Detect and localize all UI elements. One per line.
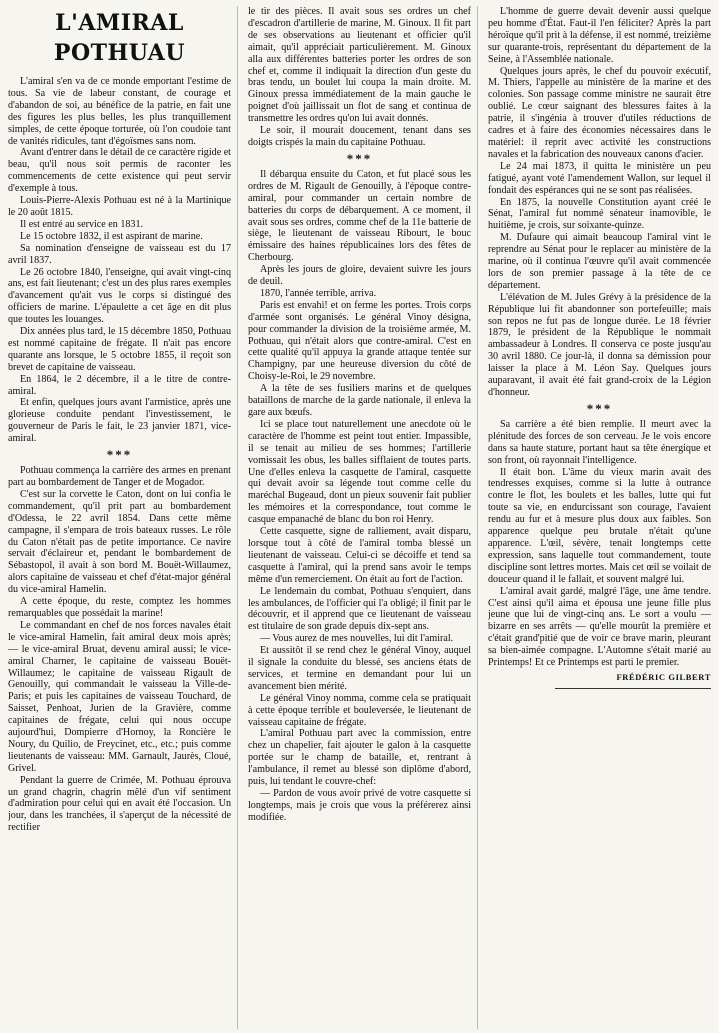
paragraph: Avant d'entrer dans le détail de ce caractère rigide et beau, qu'il nous soit permis de raconter les commencements de cette existence qui peut servir d'exemple à tous. <box>8 147 231 195</box>
paragraph: Le soir, il mourait doucement, tenant dans ses doigts crispés la main du capitaine Pothuau. <box>248 125 471 148</box>
paragraph: le tir des pièces. Il avait sous ses ordres un chef d'escadron d'artillerie de marine, M. Ginoux. Il fit part de ses observations au lieutenant et officier qu'il aimait, qu'il appréciait particulièrement. M. Ginoux alla aux différentes batteries porter les ordres de son chef et, comme il indiquait la direction d'un geste du bras tendu, un boulet lui coupa la main droite. M. Ginoux pressa immédiatement de la main gauche le poignet d'où jaillissait un flot de sang et continua de transmettre les ordres qu'on lui avait donnés. <box>248 6 471 125</box>
paragraph: Louis-Pierre-Alexis Pothuau est né à la Martinique le 20 août 1815. <box>8 195 231 218</box>
paragraph: L'amiral s'en va de ce monde emportant l'estime de tous. Sa vie de labeur constant, de courage et d'abandon de soi, au bénéfice de la patrie, en fait une des figures les plus belles, les plus tranquillement simples, de cette époque torturée, où l'on coudoie tant de vanités ridicules, tant d'égoïsmes sans nom. <box>8 76 231 147</box>
paragraph: A la tête de ses fusiliers marins et de quelques bataillons de marche de la garde nationale, il enleva la gare aux bœufs. <box>248 383 471 418</box>
paragraph: Paris est envahi! et on ferme les portes. Trois corps d'armée sont organisés. Le général Vinoy désigna, pour commander la division de la troisième armée, M. Pothuau, qui n'était alors que contre-amiral. C'est en cette qualité qu'il appuya la grande attaque tentée sur Champigny, par une heureuse diversion du côté de Choisy-le-Roi, le 29 novembre. <box>248 299 471 383</box>
paragraph: — Vous aurez de mes nouvelles, lui dit l'amiral. <box>260 633 454 645</box>
paragraph: Ici se place tout naturellement une anecdote où le caractère de l'homme est peint tout entier. Impassible, il se tenait au milieu de ses hommes; l'artillerie vomissait les obus, les balles sifflaient de toutes parts. Une d'elles enleva la casquette de l'amiral, casquette qui devait avoir sa légende tout comme celle du maréchal Bugeaud, dont un pieux souvenir fait publier les mémoires et la correspondance, tout comme le casque empanaché de blanc du bon roi Henry. <box>248 418 471 526</box>
paragraph: Quelques jours après, le chef du pouvoir exécutif, M. Thiers, l'appelle au ministère de la marine et des colonies. Son passage comme ministre ne saurait être oublié. Le cœur saignant des blessures faites à la patrie, il s'ingénia à trouver d'utiles réductions de cadres et à faire des économies nécessaires dans le matériel: il reprit avec activité les constructions navales et la fabrication des nouveaux canons d'acier. <box>488 65 711 160</box>
paragraph: M. Dufaure qui aimait beaucoup l'amiral vint le reprendre au Sénat pour le replacer au ministère de la marine, où il continua l'œuvre qu'il avait commencée lors de son premier passage à la tête de ce département. <box>488 232 711 291</box>
paragraph: 1870, l'année terrible, arriva. <box>260 287 377 299</box>
paragraph: Il débarqua ensuite du Caton, et fut placé sous les ordres de M. Rigault de Genouilly, à l'époque contre-amiral, pour commander un certain nombre de batteries du corps de débarquement. A ce moment, il avait sous ses ordres, comme chef de la 11e batterie de siège, le lieutenant de vaisseau Ribourt, le bouc émissaire des haines républicaines lors des fêtes de Cherbourg. <box>248 168 471 264</box>
paragraph: Le lendemain du combat, Pothuau s'enquiert, dans les ambulances, de l'officier qui l'a obligé; il finit par le découvrir, et il apprend que ce lieutenant de vaisseau est titulaire de son grade depuis dix-sept ans. <box>248 585 471 633</box>
paragraph: Et aussitôt il se rend chez le général Vinoy, auquel il signale la conduite du blessé, ses anciens états de services, et termine en demandant pour lui un avancement bien mérité. <box>248 645 471 692</box>
paragraph: Le 24 mai 1873, il quitta le ministère un peu fatigué, ayant voté l'amendement Wallon, sur lequel il fondait des espérances qui ne se sont pas réalisées. <box>488 160 711 196</box>
paragraph: Le 15 octobre 1832, il est aspirant de marine. <box>20 230 203 242</box>
end-rule <box>555 688 711 689</box>
section-separator: *** <box>586 400 613 416</box>
paragraph: Le général Vinoy nomma, comme cela se pratiquait à cette époque terrible et bouleversée, le lieutenant de vaisseau capitaine de frégate. <box>248 692 471 728</box>
author-signature: FRÉDÉRIC GILBERT <box>616 671 711 682</box>
paragraph: L'amiral Pothuau part avec la commission, entre chez un chapelier, fait ajouter le galon à la casquette portée sur le champ de bataille, et, rentrant à l'ambulance, il remet au blessé son diplôme d'abord, puis, lui tendant le couvre-chef: <box>248 728 471 788</box>
article-columns <box>8 6 711 1029</box>
paragraph: — Pardon de vous avoir privé de votre casquette si longtemps, mais je crois que vous la préférerez ainsi modifiée. <box>248 788 471 823</box>
article-title: L'AMIRAL POTHUAU <box>53 10 186 66</box>
paragraph: L'homme de guerre devait devenir aussi quelque peu homme d'État. Faut-il l'en féliciter? Après la part héroïque qu'il prit à la défense, il est nommé, treizième sur quarante-trois, représentant du département de la Seine, à l'Assemblée nationale. <box>488 6 711 65</box>
column-2 <box>248 6 478 1029</box>
paragraph: Pothuau commença la carrière des armes en prenant part au bombardement de Tanger et de Mogador. <box>8 465 231 488</box>
paragraph: Sa nomination d'enseigne de vaisseau est du 17 avril 1837. <box>8 242 231 266</box>
paragraph: Cette casquette, signe de ralliement, avait disparu, lorsque tout à côté de l'amiral tomba blessé un lieutenant de vaisseau. Celui-ci se décoiffe et tend sa casquette à l'amiral, qui la prend sans avoir le temps même d'un remerciement. On était au fort de l'action. <box>248 526 471 585</box>
paragraph: L'amiral avait gardé, malgré l'âge, une âme tendre. C'est ainsi qu'il aima et épousa une jeune fille plus jeune que lui de vingt-cinq ans. Le sort a voulu — bizarre en ses arrêts — qu'elle mourût la première et c'était grand'pitié que de voir ce brave marin, pleurant sa bien-aimée compagne. L'Automne s'était marié au Printemps! Et ce Printemps est parti le premier. <box>488 585 711 669</box>
paragraph: Le 26 octobre 1840, l'enseigne, qui avait vingt-cinq ans, est fait lieutenant; c'est un des plus rares exemples d'avancement qu'ait vus le corps si distingué des officiers de marine. L'épaulette a cet âge en dit plus que toutes les louanges. <box>8 266 231 326</box>
paragraph: Sa carrière a été bien remplie. Il meurt avec la plénitude des forces de son cerveau. Je le vois encore dans sa haute stature, portant haut sa tête énergique et son front, où rayonnait l'intelligence. <box>488 418 711 466</box>
paragraph: C'est sur la corvette le Caton, dont on lui confia le commandement, qu'il prit part au bombardement d'Odessa, le 22 avril 1854. Dans cette même campagne, il s'empara de trois bateaux russes. Le rôle du Caton n'était pas de petite importance. Ce navire servait d'éclaireur et, pendant le bombardement de Sébastopol, il avait à son bord M. Bouët-Willaumez, alors capitaine de vaisseau et chef d'état-major général du vice-amiral Hamelin. <box>8 488 231 596</box>
column-3 <box>488 6 711 1029</box>
paragraph: L'élévation de M. Jules Grévy à la présidence de la République lui fit abandonner son portefeuille; mais son repos ne fut pas de longue durée. Le 18 février 1879, le président de la République le nommait ambassadeur à Londres. Il conserva ce poste jusqu'au 30 avril 1880. Ce jour-là, il donna sa démission pour laisser la place à M. Léon Say. Quelques jours auparavant, il avait été fait grand-croix de la Légion d'honneur. <box>488 291 711 398</box>
paragraph: A cette époque, du reste, comptez les hommes remarquables que possédait la marine! <box>8 596 231 619</box>
paragraph: Le commandant en chef de nos forces navales était le vice-amiral Hamelin, fait amiral deux mois après; — le vice-amiral Bruat, devenu amiral aussi; le vice-amiral Charner, le capitaine de vaisseau Bouët-Willaumez; le capitaine de vaisseau Rigault de Genouilly, qui commandait le vaisseau la Ville-de-Paris; et puis les capitaines de vaisseau Touchard, de Saisset, Penhoat, Jurien de la Gravière, comme capitaines de frégate, celui qui nous occupe aujourd'hui, Dompierre d'Hornoy, la Roncière le Noury, du Quilio, de Freycinet, etc., etc.; puis comme lieutenants de vaisseau: MM. Garnault, Jaurès, Cloué, Grivel. <box>8 619 231 774</box>
column-1 <box>8 6 238 1029</box>
paragraph: En 1875, la nouvelle Constitution ayant créé le Sénat, l'amiral fut nommé sénateur inamovible, le huitième, je crois, sur soixante-quinze. <box>488 196 711 232</box>
paragraph: Après les jours de gloire, devaient suivre les jours de deuil. <box>248 264 471 288</box>
paragraph: Il était bon. L'âme du vieux marin avait des tendresses exquises, comme si la lutte à outrance contre le flot, les boulets et les balles, lutte qui fut toute sa vie, en endurcissant son courage, l'avaient rendu au fur et à mesure plus doux aux faibles. Son apparence quelque peu brutale n'était qu'une apparence. L'œil, sévère, tenait longtemps cette expression, sans laquelle tout commandement, toute discipline sont lettres mortes. Mais cet œil se voilait de douceur quand il le fallait, et souvent malgré lui. <box>488 466 711 585</box>
paragraph: Pendant la guerre de Crimée, M. Pothuau éprouva un grand chagrin, chagrin mêlé d'un vif sentiment d'admiration pour celui qui en avait été l'occasion. Un jour, dans les tranchées, il s'aperçut de la nécessité de rectifier <box>8 774 231 834</box>
paragraph: Et enfin, quelques jours avant l'armistice, après une glorieuse conduite pendant l'investissement, le gouverneur de Paris le fait, le 23 janvier 1871, vice-amiral. <box>8 397 231 445</box>
paragraph: Dix années plus tard, le 15 décembre 1850, Pothuau est nommé capitaine de frégate. Il n'ait pas encore quarante ans lorsque, le 5 octobre 1855, il reçoit son brevet de capitaine de vaisseau. <box>8 326 231 373</box>
section-separator: *** <box>106 447 133 463</box>
paragraph: Il est entré au service en 1831. <box>20 218 144 230</box>
paragraph: En 1864, le 2 décembre, il a le titre de contre-amiral. <box>8 373 231 397</box>
section-separator: *** <box>346 150 373 166</box>
